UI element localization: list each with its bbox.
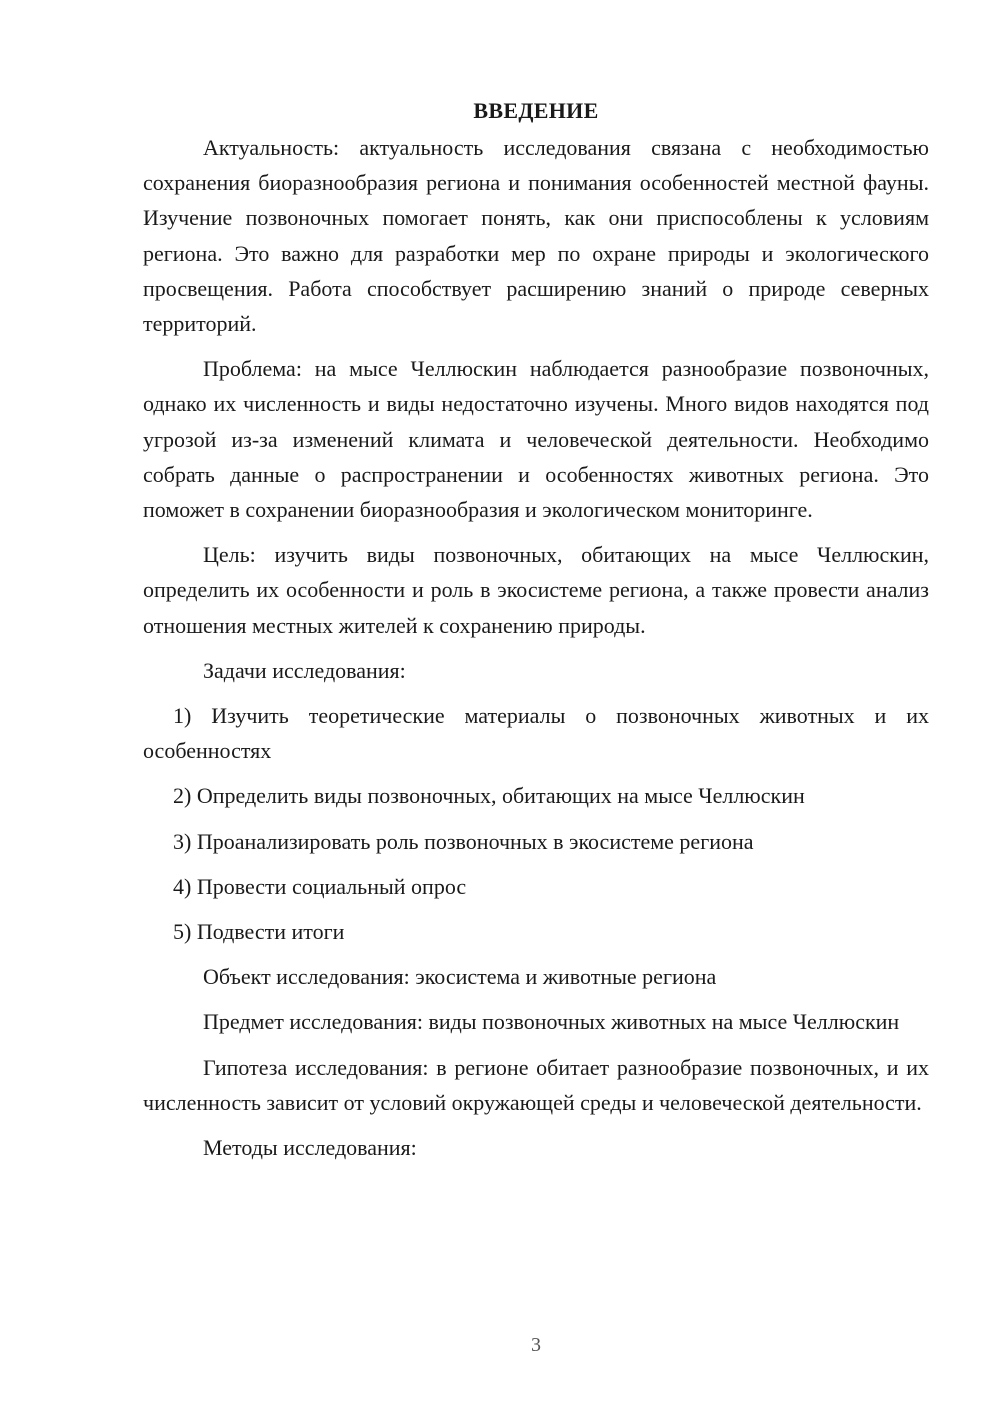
- goal-paragraph: Цель: изучить виды позвоночных, обитающих на мысе Челлюскин, определить их особенности и роль в экосистеме региона, а также провести анализ отношения местных жителей к сохранению природы.: [143, 542, 929, 638]
- subject-paragraph: Предмет исследования: виды позвоночных животных на мысе Челлюскин: [203, 1009, 900, 1035]
- hypothesis-paragraph: Гипотеза исследования: в регионе обитает разнообразие позвоночных, и их численность зависит от условий окружающей среды и человеческой деятельности.: [143, 1054, 929, 1115]
- task-item-5: 5) Подвести итоги: [173, 919, 345, 945]
- problem-paragraph: Проблема: на мысе Челлюскин наблюдается разнообразие позвоночных, однако их численность и виды недостаточно изучены. Много видов находятся под угрозой из-за изменений климата и человеческой деятельности. Необходимо собрать данные о распространении и особенностях животных региона. Это поможет в сохранении биоразнообразия и экологическом мониторинге.: [143, 356, 929, 523]
- methods-title: Методы исследования:: [203, 1135, 417, 1161]
- task-item-2: 2) Определить виды позвоночных, обитающих на мысе Челлюскин: [173, 783, 805, 809]
- task-item-3: 3) Проанализировать роль позвоночных в экосистеме региона: [173, 828, 754, 854]
- section-heading: ВВЕДЕНИЕ: [473, 98, 599, 123]
- tasks-title: Задачи исследования:: [203, 657, 406, 683]
- relevance-paragraph: Актуальность: актуальность исследования связана с необходимостью сохранения биоразнообразия региона и понимания особенностей местной фауны. Изучение позвоночных помогает понять, как они приспособлены к условиям региона. Это важно для разработки мер по охране природы и экологического просвещения. Работа способствует расширению знаний о природе северных территорий.: [143, 135, 929, 337]
- object-paragraph: Объект исследования: экосистема и животные региона: [203, 964, 717, 990]
- task-item-4: 4) Провести социальный опрос: [173, 873, 467, 899]
- task-item-1: 1) Изучить теоретические материалы о позвоночных животных и их особенностях: [143, 703, 929, 764]
- page-content: [143, 92, 929, 1175]
- page-number: 3: [531, 1334, 541, 1356]
